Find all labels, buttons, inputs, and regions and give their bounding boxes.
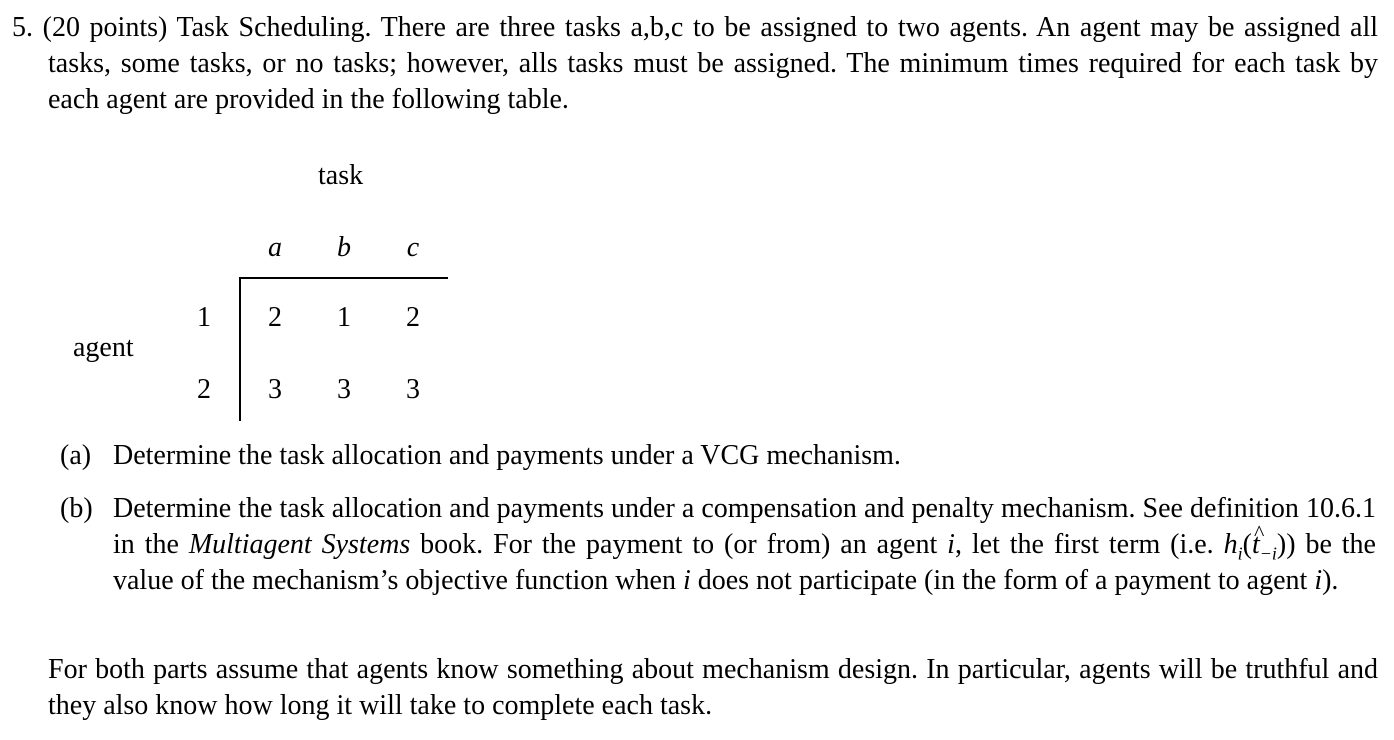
table-task-label: task (318, 160, 364, 191)
book-title: Multiagent Systems (188, 529, 411, 560)
problem-number: 5. (12, 12, 33, 43)
column-header-b: b (337, 232, 351, 263)
table-cell: 2 (268, 302, 282, 333)
table-header-rule (239, 277, 448, 279)
closing-paragraph: For both parts assume that agents know something about mechanism design. In particular, agents will be truthful and they also know how long it will take to complete each task. (48, 654, 1378, 721)
row-header-1: 1 (197, 302, 211, 333)
table-cell: 3 (337, 374, 351, 405)
part-a-text: Determine the task allocation and payments under a VCG mechanism. (113, 440, 901, 471)
part-a-label: (a) (60, 440, 92, 471)
part-a (60, 438, 1376, 474)
part-b (60, 491, 1376, 599)
row-header-2: 2 (197, 374, 211, 405)
table-row-rule (239, 277, 241, 421)
math-expression: $h_i(\^{}$ $t_{-i}$ (1224, 529, 1277, 560)
problem-intro-text: (20 points) Task Scheduling. There are three tasks a,b,c to be assigned to two agents. An agent may be assigned all tasks, some tasks, or no tasks; however, alls tasks must be assigned. The minimum times required for each task by each agent are provided in the following table. (42, 12, 1379, 115)
table-cell: 3 (268, 374, 282, 405)
table-cell: 1 (337, 302, 351, 333)
part-b-text: Determine the task allocation and payments under a compensation and penalty mechanism. See definition 10.6.1 in the Multiagent Systems book. For the payment to (or from) an agent i, let the first term (i.e. $h_i(\^{}$ $t_{-i}$)) be the value of the mechanism’s objective function when i does not participate (in the form of a payment to agent i). (113, 491, 1376, 599)
table-cell: 3 (406, 374, 420, 405)
column-header-a: a (268, 232, 282, 263)
part-b-label: (b) (60, 493, 93, 524)
column-header-c: c (406, 232, 420, 263)
table-cell: 2 (406, 302, 420, 333)
table-agent-label: agent (73, 332, 134, 363)
